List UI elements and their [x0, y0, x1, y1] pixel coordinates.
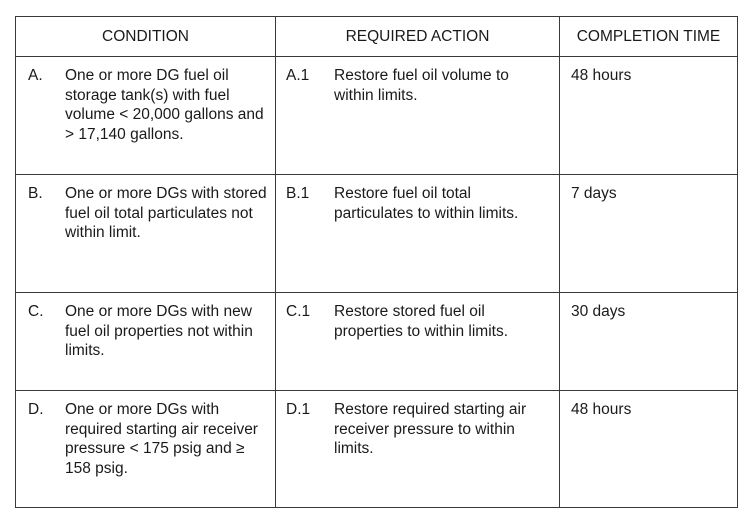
action-number: C.1: [286, 303, 311, 320]
table-row: [16, 57, 738, 175]
action-cell: [276, 175, 560, 293]
completion-time-cell: [560, 175, 738, 293]
condition-text: One or more DGs with new fuel oil properties not within limits.: [65, 303, 253, 359]
condition-letter: C.: [28, 303, 44, 320]
completion-time-cell: [560, 57, 738, 175]
condition-text: One or more DG fuel oil storage tank(s) with fuel volume < 20,000 gallons and > 17,140 gallons.: [65, 67, 264, 143]
action-cell: [276, 391, 560, 508]
action-text: Restore fuel oil total particulates to within limits.: [334, 185, 519, 222]
action-number: A.1: [286, 67, 310, 84]
table-header: [16, 17, 738, 57]
completion-time: 48 hours: [571, 67, 632, 84]
action-text: Restore fuel oil volume to within limits.: [334, 67, 509, 104]
completion-time: 30 days: [571, 303, 626, 320]
action-text: Restore stored fuel oil properties to within limits.: [334, 303, 509, 340]
condition-cell: [16, 175, 276, 293]
header-completion-time: COMPLETION TIME: [560, 17, 738, 57]
condition-cell: [16, 293, 276, 391]
header-required-action: REQUIRED ACTION: [276, 17, 560, 57]
action-cell: [276, 57, 560, 175]
action-cell: [276, 293, 560, 391]
table-row: [16, 175, 738, 293]
header-condition: CONDITION: [16, 17, 276, 57]
table-row: [16, 293, 738, 391]
condition-cell: [16, 57, 276, 175]
action-text: Restore required starting air receiver pressure to within limits.: [334, 401, 527, 457]
completion-time: 7 days: [571, 185, 617, 202]
condition-cell: [16, 391, 276, 508]
condition-letter: A.: [28, 67, 43, 84]
action-number: B.1: [286, 185, 310, 202]
table-body: [16, 57, 738, 508]
completion-time-cell: [560, 293, 738, 391]
conditions-actions-table: [15, 16, 738, 508]
condition-letter: B.: [28, 185, 43, 202]
condition-text: One or more DGs with stored fuel oil total particulates not within limit.: [65, 185, 267, 241]
table-row: [16, 391, 738, 508]
completion-time: 48 hours: [571, 401, 632, 418]
condition-text: One or more DGs with required starting air receiver pressure < 175 psig and ≥ 158 psig.: [65, 401, 258, 477]
completion-time-cell: [560, 391, 738, 508]
header-row: [16, 17, 738, 57]
action-number: D.1: [286, 401, 311, 418]
condition-letter: D.: [28, 401, 44, 418]
